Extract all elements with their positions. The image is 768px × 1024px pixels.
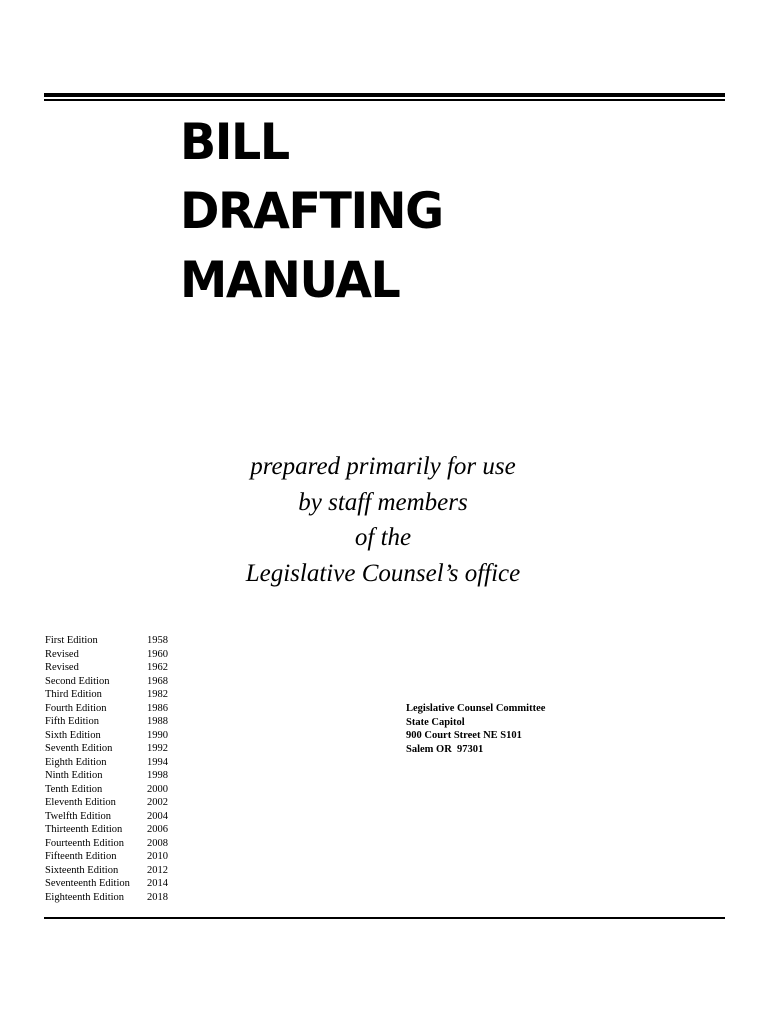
edition-row [45, 661, 177, 675]
edition-year: 1988 [147, 716, 168, 727]
top-double-rule-thick [44, 93, 725, 97]
edition-year: 1962 [147, 662, 168, 673]
edition-year: 2014 [147, 878, 168, 889]
edition-name: Fifteenth Edition [45, 851, 117, 862]
subtitle-line-3: of the [354, 524, 412, 551]
edition-name: Sixth Edition [45, 729, 101, 741]
edition-year: 1968 [147, 675, 168, 687]
edition-row [45, 634, 177, 648]
edition-row [45, 850, 177, 864]
address-line-2: State Capitol [406, 716, 465, 728]
edition-row [45, 891, 177, 905]
edition-row [45, 864, 177, 878]
edition-year: 2006 [147, 824, 168, 835]
edition-year: 1990 [147, 729, 168, 741]
edition-row [45, 769, 177, 783]
edition-name: Eighteenth Edition [45, 891, 125, 903]
edition-name: Sixteenth Edition [45, 864, 119, 876]
bottom-rule [44, 917, 725, 919]
edition-year: 2008 [147, 837, 168, 849]
edition-name: Tenth Edition [45, 783, 103, 795]
edition-name: Third Edition [45, 689, 102, 700]
edition-name: Twelfth Edition [45, 810, 112, 822]
edition-name: Thirteenth Edition [45, 824, 123, 835]
edition-row [45, 729, 177, 743]
edition-row [45, 675, 177, 689]
document-subtitle [200, 449, 566, 591]
edition-year: 2000 [147, 783, 168, 795]
edition-row [45, 837, 177, 851]
publisher-address [406, 702, 545, 756]
edition-row [45, 648, 177, 662]
edition-row [45, 823, 177, 837]
edition-name: First Edition [45, 635, 98, 646]
address-line-1: Legislative Counsel Committee [406, 703, 546, 714]
top-double-rule-thin [44, 99, 725, 101]
edition-name: Revised [45, 662, 79, 673]
edition-name: Revised [45, 648, 79, 660]
edition-year: 1958 [147, 635, 168, 646]
edition-row [45, 742, 177, 756]
edition-row [45, 783, 177, 797]
edition-year: 1994 [147, 756, 168, 768]
edition-row [45, 688, 177, 702]
title-line-1: BILL [180, 113, 289, 171]
subtitle-line-2: by staff members [298, 488, 468, 516]
edition-row [45, 756, 177, 770]
edition-name: Second Edition [45, 675, 110, 687]
edition-year: 2018 [147, 891, 168, 903]
document-title [180, 108, 443, 315]
edition-year: 1986 [147, 702, 168, 714]
edition-year: 1998 [147, 770, 168, 781]
edition-name: Eleventh Edition [45, 797, 116, 808]
edition-year: 2002 [147, 797, 168, 808]
edition-name: Ninth Edition [45, 770, 103, 781]
edition-row [45, 796, 177, 810]
subtitle-line-4: Legislative Counsel’s office [245, 559, 521, 587]
edition-name: Fourth Edition [45, 702, 107, 714]
edition-row [45, 810, 177, 824]
edition-year: 2010 [147, 851, 168, 862]
edition-row [45, 702, 177, 716]
title-line-2: DRAFTING [180, 182, 443, 240]
edition-row [45, 715, 177, 729]
edition-name: Seventeenth Edition [45, 878, 130, 889]
edition-year: 2004 [147, 810, 168, 822]
edition-year: 1960 [147, 648, 168, 660]
address-line-3: 900 Court Street NE S101 [406, 730, 522, 741]
edition-name: Eighth Edition [45, 756, 107, 768]
edition-name: Fourteenth Edition [45, 837, 125, 849]
title-line-3: MANUAL [180, 251, 400, 309]
address-line-4: Salem OR 97301 [406, 743, 484, 755]
edition-year: 1992 [147, 743, 168, 754]
edition-history-list [45, 634, 177, 904]
edition-name: Seventh Edition [45, 743, 113, 754]
edition-year: 1982 [147, 689, 168, 700]
edition-name: Fifth Edition [45, 716, 99, 727]
edition-row [45, 877, 177, 891]
subtitle-line-1: prepared primarily for use [250, 453, 516, 480]
edition-year: 2012 [147, 864, 168, 876]
